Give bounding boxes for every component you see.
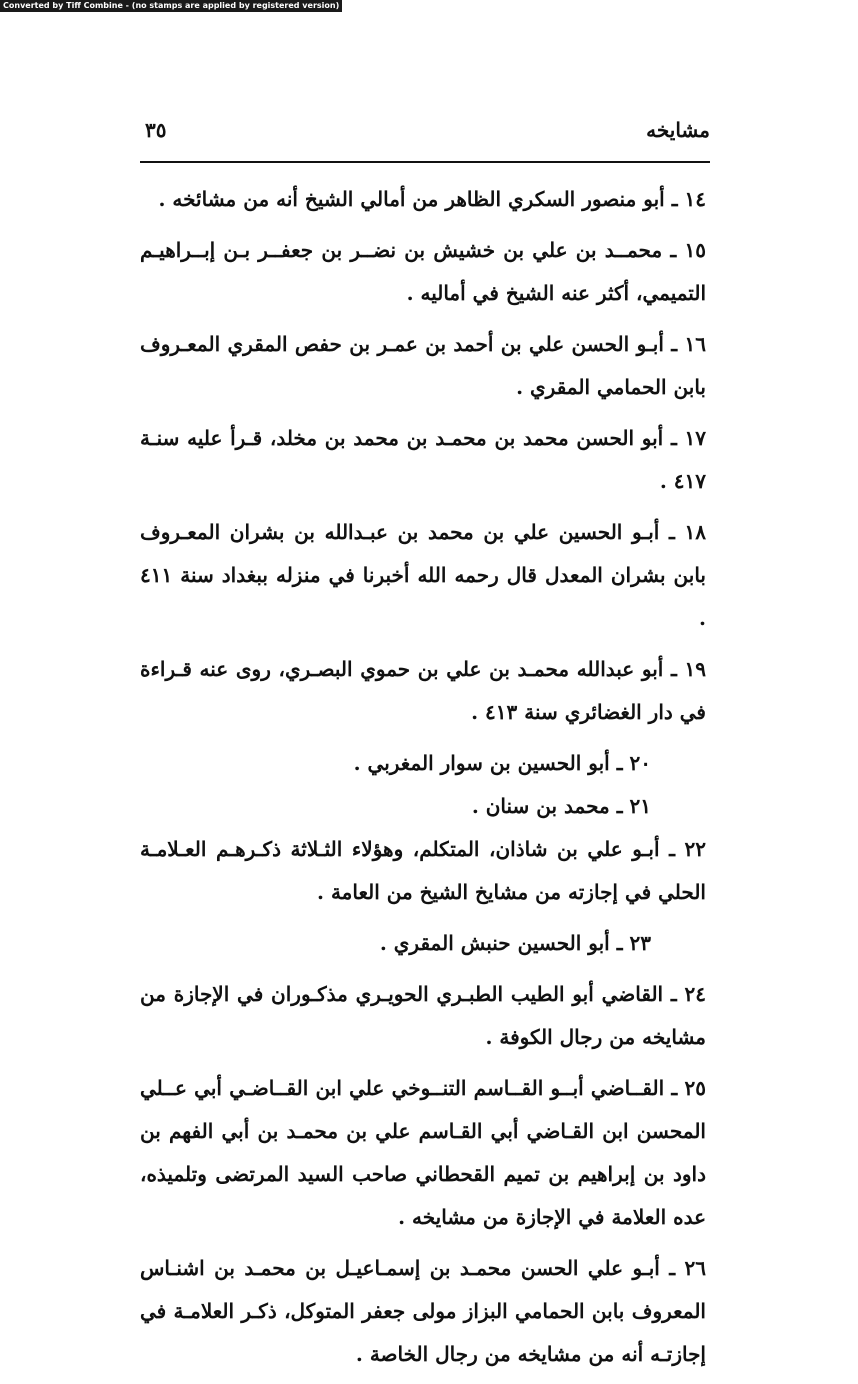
entry-15 (140, 229, 706, 315)
entry-14 (140, 178, 706, 221)
entry-text: أبـو علي الحسن محمـد بن إسمـاعيـل بن محمـد بن اشنـاس المعروف بابن الحمامي البزاز مولى جعفر المتوكل، ذكـر العلامـة في إجازتـه أنه من مشايخه من رجال الخاصة . (140, 1256, 706, 1366)
entry-number: ١٦ ـ (671, 332, 707, 356)
entry-text: أبـو علي بن شاذان، المتكلم، وهؤلاء الثـلاثة ذكـرهـم العـلامـة الحلي في إجازته من مشايخ الشيخ من العامة . (140, 837, 706, 904)
entry-number: ١٩ ـ (670, 657, 706, 681)
entry-text: أبو منصور السكري الظاهر من أمالي الشيخ أنه من مشائخه . (158, 187, 665, 211)
entry-text: محمــد بن علي بن خشيش بن نضــر بن جعفــر بـن إبــراهيـم التميمي، أكثر عنه الشيخ في أماليه . (140, 238, 706, 305)
entry-number: ٢١ ـ (616, 794, 651, 818)
entry-number: ٢٢ ـ (669, 837, 707, 861)
entry-text: أبو عبدالله محمـد بن علي بن حموي البصـري، روى عنه قـراءة في دار الغضائري سنة ٤١٣ . (140, 657, 706, 724)
page-number: ٣٥ (145, 118, 167, 142)
entry-21 (140, 785, 706, 828)
entry-text: أبو الحسن محمد بن محمـد بن محمد بن مخلد، قـرأ عليه سنـة ٤١٧ . (140, 426, 706, 493)
entry-number: ٢٠ ـ (616, 751, 651, 775)
entry-text: القــاضي أبــو القــاسم التنــوخي علي ابن القــاضـي أبي عــلي المحسن ابن القـاضي أبي القـاسم علي بن محمـد بن أبي الفهم بن داود بن إبراهيم بن تميم القحطاني صاحب السيد المرتضى وتلميذه، عده العلامة في الإجازة من مشايخه . (140, 1076, 707, 1229)
entry-23 (140, 922, 706, 965)
entry-text: محمد بن سنان . (471, 794, 610, 818)
entry-number: ٢٦ ـ (669, 1256, 707, 1280)
entry-text: أبـو الحسين علي بن محمد بن عبـدالله بن بشران المعـروف بابن بشران المعدل قال رحمه الله أخبرنا في منزله ببغداد سنة ٤١١ . (140, 520, 706, 630)
entry-number: ١٥ ـ (670, 238, 706, 262)
page-body (140, 178, 706, 1384)
entry-text: أبو الحسين حنبش المقري . (379, 931, 610, 955)
entry-number: ٢٥ ـ (671, 1076, 707, 1100)
entry-26 (140, 1247, 706, 1376)
entry-16 (140, 323, 706, 409)
entry-number: ١٨ ـ (669, 520, 707, 544)
entry-number: ١٤ ـ (671, 187, 706, 211)
entry-25 (140, 1067, 706, 1239)
entry-text: أبـو الحسن علي بن أحمد بن عمـر بن حفص المقري المعـروف بابن الحمامي المقري . (140, 332, 706, 399)
entry-number: ٢٣ ـ (616, 931, 651, 955)
conversion-stamp: Converted by Tiff Combine - (no stamps are applied by registered version) (0, 0, 342, 12)
entry-24 (140, 973, 706, 1059)
entry-19 (140, 648, 706, 734)
page-header (140, 118, 710, 148)
entry-20 (140, 742, 706, 785)
entry-22 (140, 828, 706, 914)
entry-18 (140, 511, 706, 640)
entry-number: ١٧ ـ (670, 426, 707, 450)
running-title: مشايخه (646, 118, 710, 142)
entry-17 (140, 417, 706, 503)
entry-text: أبو الحسين بن سوار المغربي . (353, 751, 610, 775)
entry-text: القاضي أبو الطيب الطبـري الحويـري مذكـوران في الإجازة من مشايخه من رجال الكوفة . (140, 982, 706, 1049)
entry-number: ٢٤ ـ (670, 982, 706, 1006)
header-rule (140, 161, 710, 163)
